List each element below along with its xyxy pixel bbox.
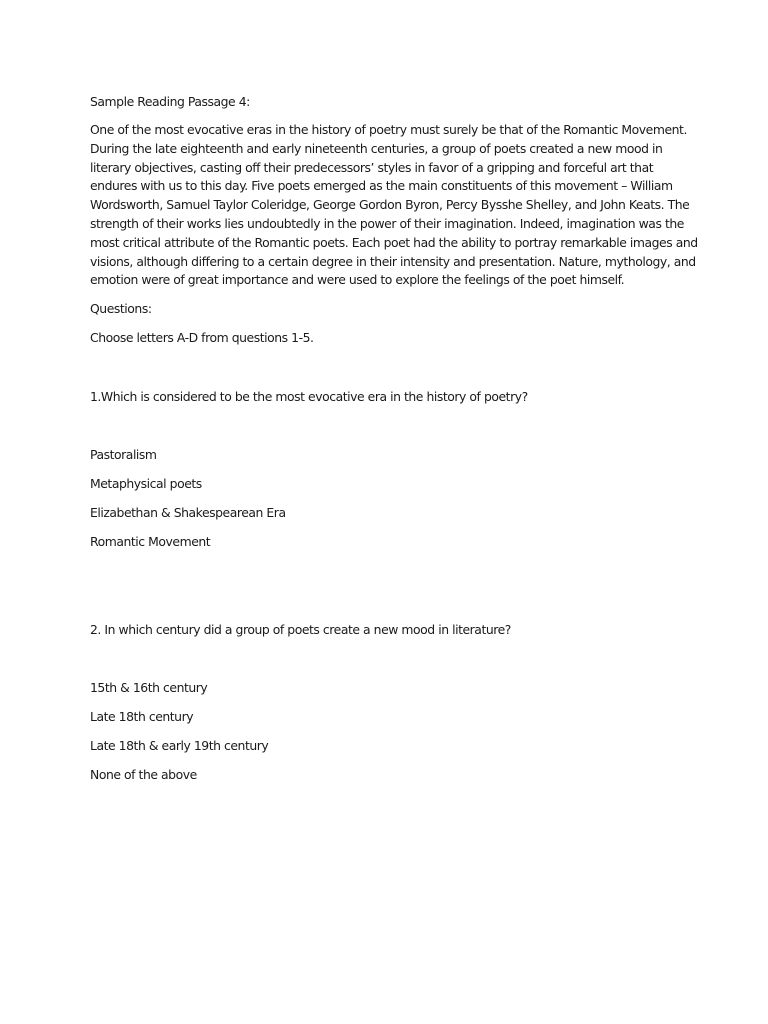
question-1-option: Romantic Movement	[90, 534, 211, 549]
question-1-option: Pastoralism	[90, 447, 157, 462]
passage-line: literary objectives, casting off their predecessors’ styles in favor of a gripping and forceful art that	[90, 159, 654, 175]
question-2-text: 2. In which century did a group of poets create a new mood in literature?	[90, 622, 511, 637]
passage-line: visions, although differing to a certain degree in their intensity and presentation. Nature, mythology, and	[90, 253, 696, 269]
question-2-option: Late 18th century	[90, 709, 194, 724]
passage-line: emotion were of great importance and were used to explore the feelings of the poet himself.	[90, 272, 625, 288]
question-1-option: Elizabethan & Shakespearean Era	[90, 505, 286, 520]
passage-line: most critical attribute of the Romantic poets. Each poet had the ability to portray remarkable images and	[90, 234, 698, 250]
passage-line: endures with us to this day. Five poets emerged as the main constituents of this movement – William	[90, 178, 673, 194]
instructions-text: Choose letters A-D from questions 1-5.	[90, 330, 314, 345]
passage-line: Wordsworth, Samuel Taylor Coleridge, George Gordon Byron, Percy Bysshe Shelley, and John Keats. The	[90, 197, 690, 213]
passage-line: During the late eighteenth and early nineteenth centuries, a group of poets created a new mood in	[90, 140, 663, 156]
question-2-option: Late 18th & early 19th century	[90, 738, 269, 753]
question-2-option: None of the above	[90, 767, 197, 782]
question-2-option: 15th & 16th century	[90, 680, 208, 695]
questions-heading: Questions:	[90, 301, 152, 316]
question-1-text: 1.Which is considered to be the most evocative era in the history of poetry?	[90, 389, 528, 404]
passage-line: strength of their works lies undoubtedly in the power of their imagination. Indeed, imagination was the	[90, 215, 684, 231]
question-1-option: Metaphysical poets	[90, 476, 202, 491]
passage-paragraph	[90, 121, 698, 290]
passage-title: Sample Reading Passage 4:	[90, 94, 250, 109]
passage-line: One of the most evocative eras in the history of poetry must surely be that of the Romantic Movement.	[90, 122, 687, 137]
